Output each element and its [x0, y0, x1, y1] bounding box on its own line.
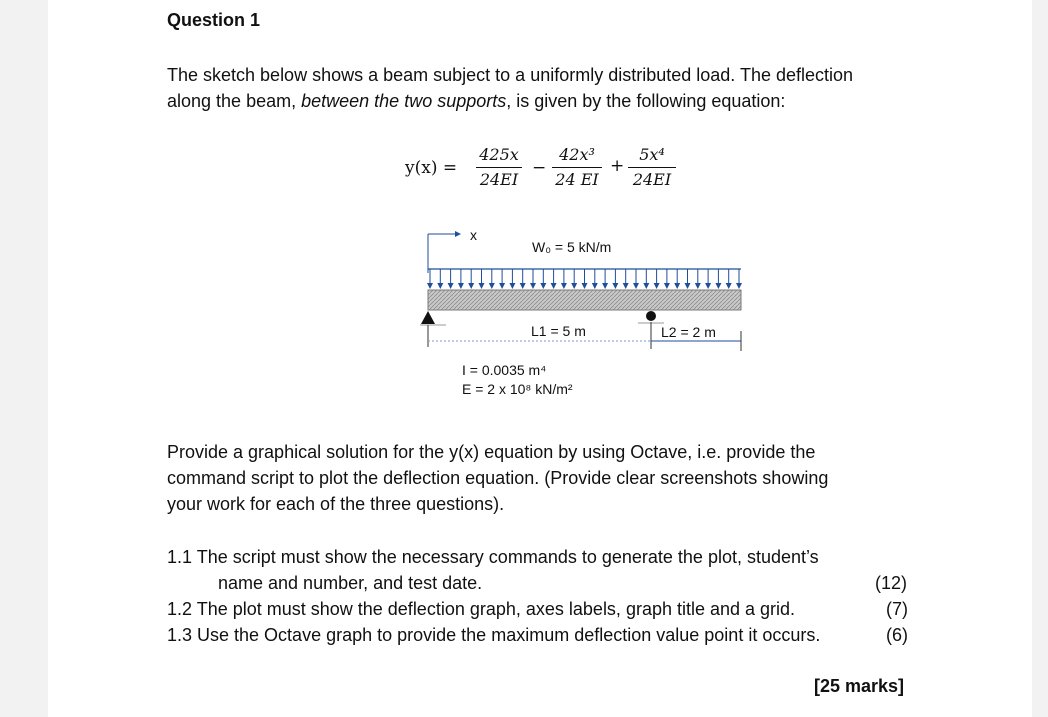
load-arrow-head: [427, 283, 433, 289]
left-support: [420, 311, 446, 347]
load-arrow-head: [561, 283, 567, 289]
load-arrow-head: [643, 283, 649, 289]
intro-line-2-italic: between the two supports: [301, 91, 507, 111]
load-arrow-head: [520, 283, 526, 289]
equation-term-1: [476, 145, 522, 190]
modulus-label: E = 2 x 10⁸ kN/m²: [462, 381, 573, 397]
load-arrow-head: [602, 283, 608, 289]
fraction-bar: [552, 167, 602, 168]
load-arrow-head: [582, 283, 588, 289]
load-arrow-head: [437, 283, 443, 289]
load-arrow-head: [726, 283, 732, 289]
fraction-bar: [476, 167, 522, 168]
load-arrow-head: [458, 283, 464, 289]
term-3-numerator: 5x⁴: [639, 145, 665, 164]
load-arrow-head: [571, 283, 577, 289]
load-label: W₀ = 5 kN/m: [532, 239, 612, 255]
load-arrow-head: [448, 283, 454, 289]
axis-label-x: x: [470, 227, 477, 243]
load-arrow-head: [736, 283, 742, 289]
load-arrow-head: [674, 283, 680, 289]
load-arrow-head: [499, 283, 505, 289]
item-1-2-text: 1.2 The plot must show the deflection graph, axes labels, graph title and a grid.: [167, 599, 796, 619]
question-title: Question 1: [167, 10, 261, 30]
span-2-label: L2 = 2 m: [661, 324, 716, 340]
item-1-3-marks: (6): [886, 625, 908, 645]
equation-term-2: [552, 145, 602, 190]
item-1-1-marks: (12): [875, 573, 908, 593]
equation-minus: −: [532, 158, 547, 178]
load-arrow-head: [623, 283, 629, 289]
x-axis-arrow: [428, 234, 460, 273]
load-arrow-head: [715, 283, 721, 289]
intro-line-2: [167, 88, 785, 114]
load-arrow-head: [479, 283, 485, 289]
total-marks: [25 marks]: [814, 676, 905, 696]
load-arrow-head: [592, 283, 598, 289]
term-2-numerator: 42x³: [559, 145, 595, 164]
equation-plus: +: [610, 156, 625, 176]
equation-lhs: y(x) =: [405, 158, 458, 178]
distributed-load: [427, 269, 742, 289]
item-1-3-text: 1.3 Use the Octave graph to provide the maximum deflection value point it occurs.: [167, 625, 821, 645]
intro-line-2-start: along the beam,: [167, 91, 302, 111]
intro-line-2-end: , is given by the following equation:: [506, 91, 786, 111]
item-1-1-text: 1.1 The script must show the necessary commands to generate the plot, student’s: [167, 547, 819, 567]
load-arrow-head: [509, 283, 515, 289]
task-line-1: Provide a graphical solution for the y(x) equation by using Octave, i.e. provide the: [167, 442, 816, 462]
load-arrow-head: [530, 283, 536, 289]
item-1-2-marks: (7): [886, 599, 908, 619]
fraction-bar: [628, 167, 676, 168]
load-arrow-head: [489, 283, 495, 289]
document-page: [48, 0, 1032, 717]
beam: [428, 290, 741, 310]
equation-term-3: [628, 145, 676, 190]
load-arrow-head: [468, 283, 474, 289]
intro-line-1: The sketch below shows a beam subject to a uniformly distributed load. The deflection: [167, 65, 854, 85]
load-arrow-head: [685, 283, 691, 289]
task-line-3: your work for each of the three questions).: [167, 494, 505, 514]
load-arrow-head: [540, 283, 546, 289]
load-arrow-head: [551, 283, 557, 289]
item-1-1-continued: name and number, and test date.: [218, 573, 483, 593]
term-1-numerator: 425x: [479, 145, 519, 164]
load-arrow-head: [664, 283, 670, 289]
load-arrow-head: [612, 283, 618, 289]
load-arrow-head: [654, 283, 660, 289]
span-1-label: L1 = 5 m: [531, 323, 586, 339]
task-line-2: command script to plot the deflection equation. (Provide clear screenshots showing: [167, 468, 829, 488]
term-1-denominator: 24EI: [479, 170, 519, 189]
term-2-denominator: 24 EI: [555, 170, 599, 189]
load-arrow-head: [695, 283, 701, 289]
load-arrow-head: [633, 283, 639, 289]
load-arrow-head: [705, 283, 711, 289]
inertia-label: I = 0.0035 m⁴: [462, 362, 547, 378]
term-3-denominator: 24EI: [632, 170, 672, 189]
beam-diagram: [418, 225, 758, 410]
